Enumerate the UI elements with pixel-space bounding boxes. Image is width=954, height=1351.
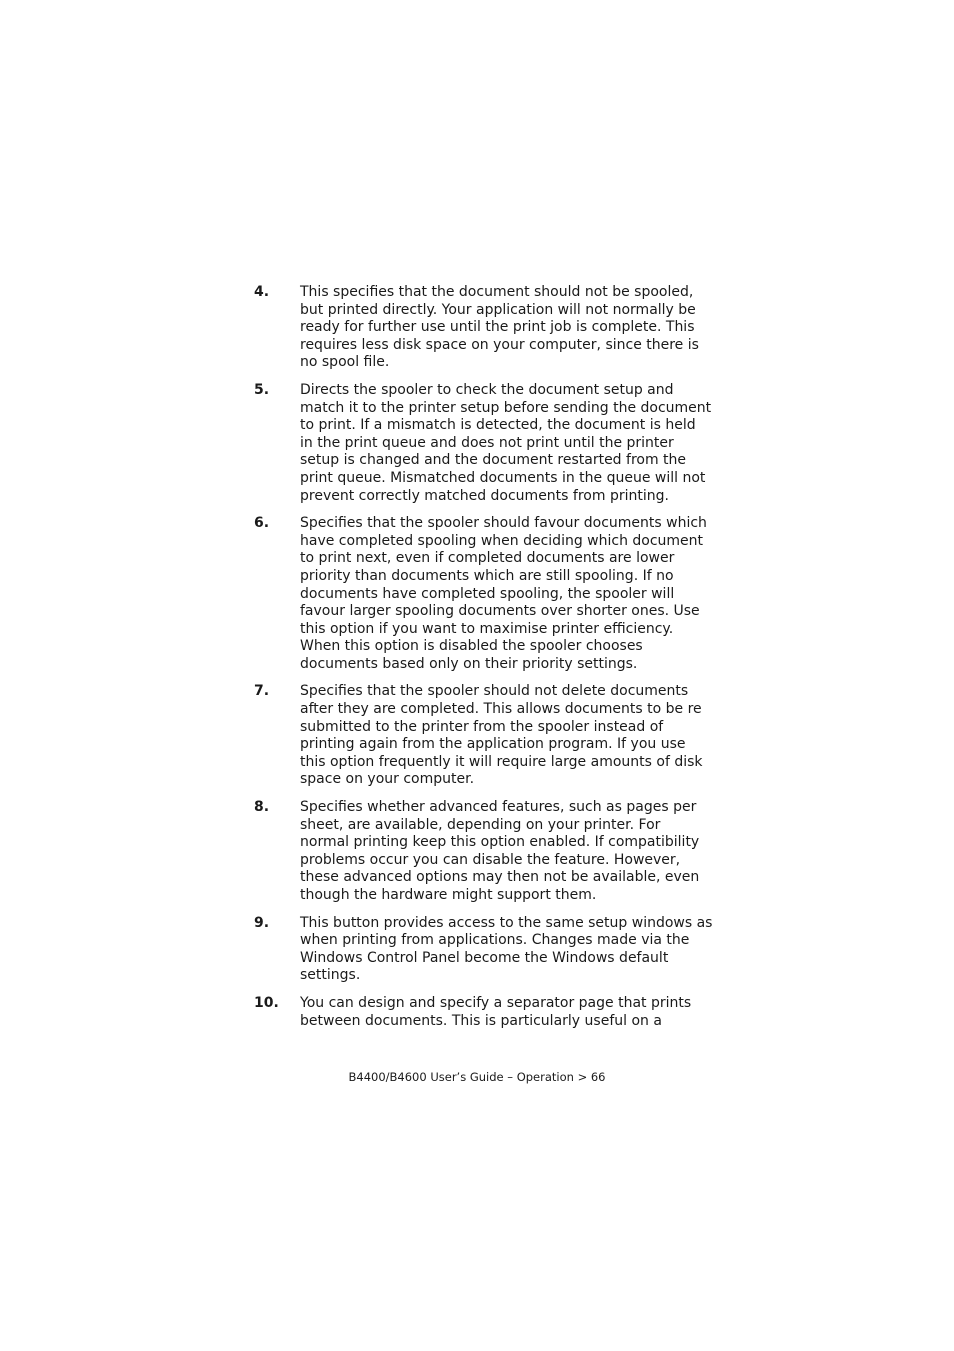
item-number: 4. — [254, 284, 270, 300]
item-number: 9. — [254, 914, 270, 931]
item-number: 6. — [254, 515, 270, 532]
list-item — [254, 915, 724, 985]
list-item — [254, 995, 724, 1030]
item-text: Specifies that the spooler should not delete documents after they are completed. This allows documents to be re submitted to the printer from the spooler instead of printing again from the application program. If you use this option frequently it will require large amounts of disk space on your computer. — [300, 683, 703, 788]
item-text: You can design and specify a separator page that prints between documents. This is particularly useful on a — [300, 994, 692, 1029]
list-item — [254, 799, 724, 905]
item-text: Directs the spooler to check the document setup and match it to the printer setup before sending the document to print. If a mismatch is detected, the document is held in the print queue and does not print until the printer setup is changed and the document restarted from the print queue. Mismatched documents in the queue will not prevent correctly matched documents from printing. — [300, 381, 712, 504]
item-text: This specifies that the document should not be spooled, but printed directly. Your application will not normally be ready for further use until the print job is complete. This requires less disk space on your computer, since there is no spool file. — [300, 284, 699, 371]
page-footer: B4400/B4600 User’s Guide – Operation > 66 — [348, 1070, 606, 1084]
list-item — [254, 683, 724, 789]
list-item — [254, 284, 724, 372]
item-number: 10. — [254, 994, 279, 1011]
item-text: This button provides access to the same setup windows as when printing from applications. Changes made via the Windows Control Panel become the Windows default settings. — [300, 914, 713, 984]
numbered-list — [254, 284, 724, 1040]
item-number: 5. — [254, 381, 270, 398]
item-number: 8. — [254, 799, 270, 816]
list-item — [254, 515, 724, 673]
item-text: Specifies that the spooler should favour documents which have completed spooling when deciding which document to print next, even if completed documents are lower priority than documents which are still spooling. If no documents have completed spooling, the spooler will favour larger spooling documents over shorter ones. Use this option if you want to maximise printer efficiency. When this option is disabled the spooler chooses documents based only on their priority settings. — [300, 515, 707, 672]
item-number: 7. — [254, 683, 270, 700]
item-text: Specifies whether advanced features, such as pages per sheet, are available, depending on your printer. For normal printing keep this option enabled. If compatibility problems occur you can disable the feature. However, these advanced options may then not be available, even though the hardware might support them. — [300, 799, 700, 903]
list-item — [254, 382, 724, 505]
